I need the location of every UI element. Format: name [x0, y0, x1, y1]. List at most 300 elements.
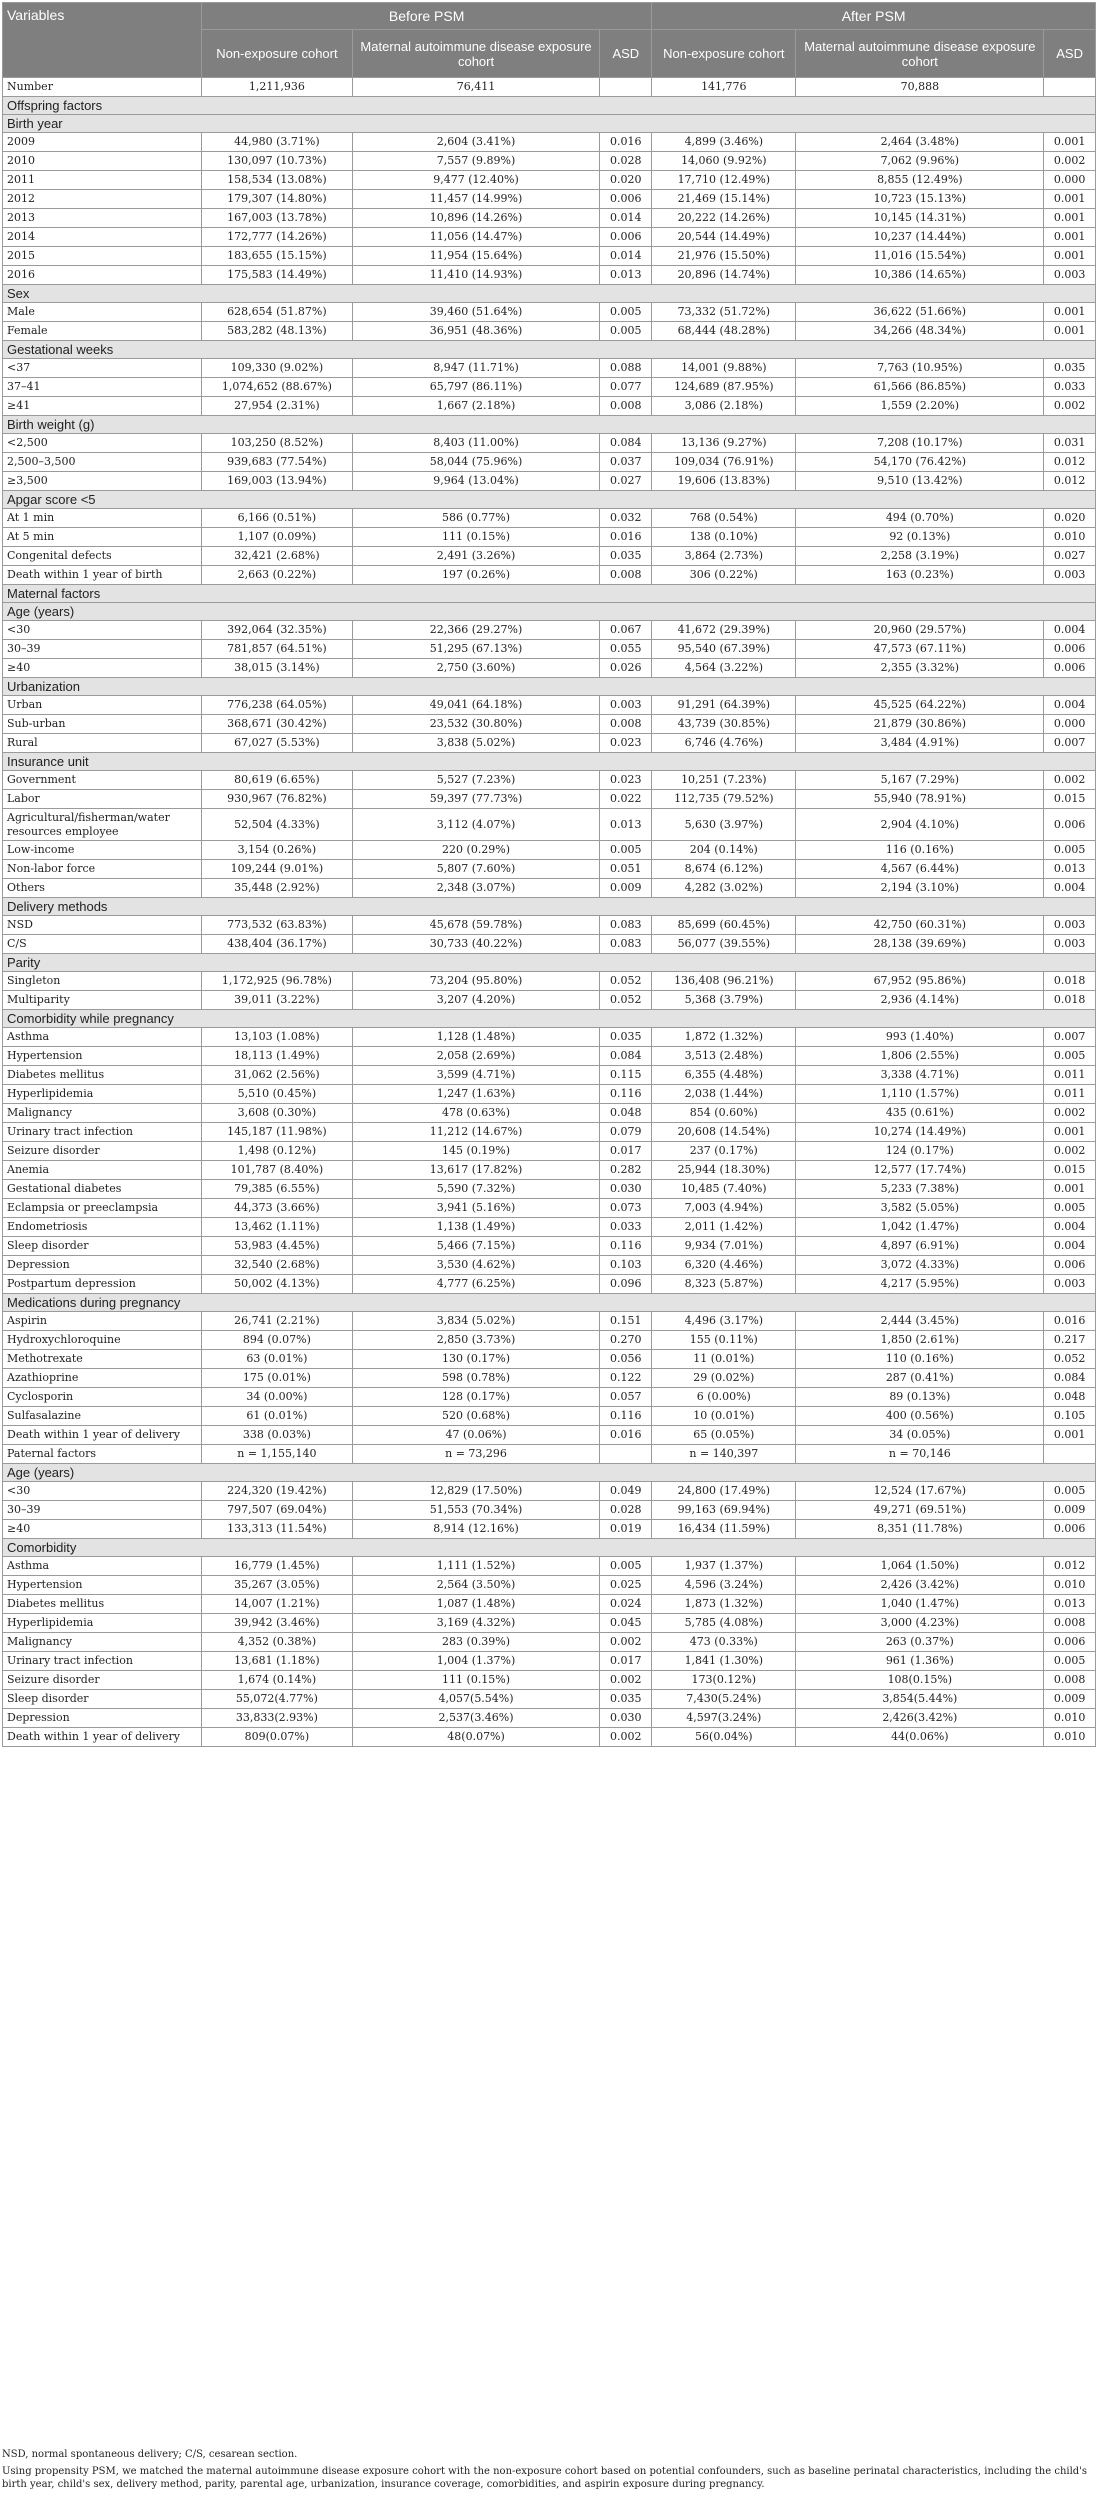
before-asd-cell: 0.083 — [600, 935, 652, 954]
table-row — [3, 879, 1096, 898]
table-row — [3, 916, 1096, 935]
before-asd-cell: 0.282 — [600, 1161, 652, 1180]
after-non-exposure-cell: 237 (0.17%) — [652, 1142, 796, 1161]
after-asd-cell: 0.006 — [1044, 659, 1096, 678]
after-asd-cell: 0.002 — [1044, 152, 1096, 171]
after-exposure-cell: 1,559 (2.20%) — [796, 397, 1044, 416]
before-exposure-cell: 65,797 (86.11%) — [352, 378, 600, 397]
table-row — [3, 1709, 1096, 1728]
table-row — [3, 1595, 1096, 1614]
before-asd-cell: 0.016 — [600, 133, 652, 152]
before-exposure-cell: 1,128 (1.48%) — [352, 1028, 600, 1047]
before-non-exposure-cell: 939,683 (77.54%) — [202, 453, 353, 472]
row-label: Female — [3, 322, 202, 341]
after-asd-cell: 0.010 — [1044, 1728, 1096, 1747]
before-exposure-cell: 10,896 (14.26%) — [352, 209, 600, 228]
before-exposure-cell: 3,941 (5.16%) — [352, 1199, 600, 1218]
before-exposure-cell: 220 (0.29%) — [352, 841, 600, 860]
before-exposure-cell: 2,564 (3.50%) — [352, 1576, 600, 1595]
table-row — [3, 303, 1096, 322]
after-exposure-cell: 70,888 — [796, 78, 1044, 97]
footnote-psm-method: Using propensity PSM, we matched the maternal autoimmune disease exposure cohort with the non-exposure cohort based on potential confounders, such as baseline perinatal characteristics, including the child's birth year, child's sex, delivery method, parity, parental age, urbanization, insurance coverage, comorbidities, and aspirin exposure during pregnancy. — [2, 2466, 1088, 2490]
before-exposure-cell: 73,204 (95.80%) — [352, 972, 600, 991]
after-exposure-cell: 400 (0.56%) — [796, 1407, 1044, 1426]
before-exposure-cell: 59,397 (77.73%) — [352, 790, 600, 809]
table-row — [3, 509, 1096, 528]
after-non-exposure-cell: 3,086 (2.18%) — [652, 397, 796, 416]
section-header-row — [3, 115, 1096, 133]
section-label: Maternal factors — [3, 585, 1096, 603]
row-label: NSD — [3, 916, 202, 935]
table-row — [3, 566, 1096, 585]
before-asd-cell: 0.115 — [600, 1066, 652, 1085]
row-label: Death within 1 year of delivery — [3, 1426, 202, 1445]
section-header-row — [3, 491, 1096, 509]
before-exposure-cell: 2,491 (3.26%) — [352, 547, 600, 566]
table-row — [3, 621, 1096, 640]
after-asd-cell: 0.048 — [1044, 1388, 1096, 1407]
after-non-exposure-cell: 4,282 (3.02%) — [652, 879, 796, 898]
before-exposure-cell: 51,295 (67.13%) — [352, 640, 600, 659]
after-exposure-cell: 124 (0.17%) — [796, 1142, 1044, 1161]
before-exposure-cell: 5,590 (7.32%) — [352, 1180, 600, 1199]
before-non-exposure-cell: 52,504 (4.33%) — [202, 809, 353, 841]
row-label: Rural — [3, 734, 202, 753]
table-row — [3, 771, 1096, 790]
before-non-exposure-cell: 175 (0.01%) — [202, 1369, 353, 1388]
after-exposure-cell: 2,426 (3.42%) — [796, 1576, 1044, 1595]
before-asd-cell: 0.051 — [600, 860, 652, 879]
after-non-exposure-cell: 1,873 (1.32%) — [652, 1595, 796, 1614]
before-exposure-cell: 3,530 (4.62%) — [352, 1256, 600, 1275]
before-asd-cell: 0.055 — [600, 640, 652, 659]
before-non-exposure-cell: 13,103 (1.08%) — [202, 1028, 353, 1047]
row-label: Hyperlipidemia — [3, 1614, 202, 1633]
before-asd-cell: 0.016 — [600, 528, 652, 547]
table-body — [3, 78, 1096, 1747]
row-label: Seizure disorder — [3, 1142, 202, 1161]
before-asd-cell: 0.005 — [600, 1557, 652, 1576]
after-asd-cell: 0.005 — [1044, 1199, 1096, 1218]
after-asd-cell: 0.001 — [1044, 133, 1096, 152]
table-row — [3, 78, 1096, 97]
before-non-exposure-cell: 894 (0.07%) — [202, 1331, 353, 1350]
row-label: Congenital defects — [3, 547, 202, 566]
table-row — [3, 935, 1096, 954]
before-non-exposure-cell: 776,238 (64.05%) — [202, 696, 353, 715]
after-exposure-cell: 3,484 (4.91%) — [796, 734, 1044, 753]
section-label: Offspring factors — [3, 97, 1096, 115]
before-exposure-cell: 48(0.07%) — [352, 1728, 600, 1747]
after-asd-cell: 0.013 — [1044, 1595, 1096, 1614]
header-before-asd: ASD — [600, 30, 652, 78]
before-non-exposure-cell: 79,385 (6.55%) — [202, 1180, 353, 1199]
section-label: Urbanization — [3, 678, 1096, 696]
after-asd-cell: 0.052 — [1044, 1350, 1096, 1369]
after-non-exposure-cell: 155 (0.11%) — [652, 1331, 796, 1350]
before-non-exposure-cell: 32,421 (2.68%) — [202, 547, 353, 566]
table-row — [3, 209, 1096, 228]
before-non-exposure-cell: 3,154 (0.26%) — [202, 841, 353, 860]
table-row — [3, 1218, 1096, 1237]
before-asd-cell: 0.008 — [600, 566, 652, 585]
header-after-exposure: Maternal autoimmune disease exposure cohort — [796, 30, 1044, 78]
after-exposure-cell: 12,577 (17.74%) — [796, 1161, 1044, 1180]
after-asd-cell: 0.009 — [1044, 1690, 1096, 1709]
before-exposure-cell: 36,951 (48.36%) — [352, 322, 600, 341]
before-asd-cell: 0.116 — [600, 1237, 652, 1256]
row-label: Malignancy — [3, 1633, 202, 1652]
after-non-exposure-cell: 68,444 (48.28%) — [652, 322, 796, 341]
after-asd-cell: 0.003 — [1044, 1275, 1096, 1294]
after-non-exposure-cell: 1,937 (1.37%) — [652, 1557, 796, 1576]
row-label: 2013 — [3, 209, 202, 228]
after-non-exposure-cell: 91,291 (64.39%) — [652, 696, 796, 715]
section-header-row — [3, 603, 1096, 621]
before-exposure-cell: 111 (0.15%) — [352, 528, 600, 547]
after-exposure-cell: 3,000 (4.23%) — [796, 1614, 1044, 1633]
row-label: ≥40 — [3, 1520, 202, 1539]
after-exposure-cell: n = 70,146 — [796, 1445, 1044, 1464]
before-exposure-cell: 1,004 (1.37%) — [352, 1652, 600, 1671]
before-asd-cell: 0.116 — [600, 1407, 652, 1426]
table-row — [3, 322, 1096, 341]
before-non-exposure-cell: 583,282 (48.13%) — [202, 322, 353, 341]
before-asd-cell: 0.084 — [600, 1047, 652, 1066]
table-row — [3, 547, 1096, 566]
after-non-exposure-cell: 9,934 (7.01%) — [652, 1237, 796, 1256]
row-label: Multiparity — [3, 991, 202, 1010]
after-non-exposure-cell: 2,011 (1.42%) — [652, 1218, 796, 1237]
table-row — [3, 1728, 1096, 1747]
after-non-exposure-cell: 5,368 (3.79%) — [652, 991, 796, 1010]
before-non-exposure-cell: 167,003 (13.78%) — [202, 209, 353, 228]
section-label: Insurance unit — [3, 753, 1096, 771]
row-label: Government — [3, 771, 202, 790]
after-asd-cell: 0.004 — [1044, 1218, 1096, 1237]
before-non-exposure-cell: 53,983 (4.45%) — [202, 1237, 353, 1256]
table-row — [3, 190, 1096, 209]
row-label: 2015 — [3, 247, 202, 266]
after-asd-cell: 0.031 — [1044, 434, 1096, 453]
section-header-row — [3, 1294, 1096, 1312]
before-asd-cell: 0.049 — [600, 1482, 652, 1501]
row-label: Malignancy — [3, 1104, 202, 1123]
before-exposure-cell: 47 (0.06%) — [352, 1426, 600, 1445]
table-container — [2, 2, 1096, 1747]
after-non-exposure-cell: 41,672 (29.39%) — [652, 621, 796, 640]
table-row — [3, 133, 1096, 152]
before-exposure-cell: 9,477 (12.40%) — [352, 171, 600, 190]
after-non-exposure-cell: 56,077 (39.55%) — [652, 935, 796, 954]
after-non-exposure-cell: 20,608 (14.54%) — [652, 1123, 796, 1142]
after-exposure-cell: 10,237 (14.44%) — [796, 228, 1044, 247]
before-asd-cell: 0.035 — [600, 547, 652, 566]
before-exposure-cell: 3,207 (4.20%) — [352, 991, 600, 1010]
after-asd-cell: 0.010 — [1044, 1576, 1096, 1595]
after-asd-cell: 0.011 — [1044, 1085, 1096, 1104]
before-asd-cell: 0.024 — [600, 1595, 652, 1614]
after-non-exposure-cell: 473 (0.33%) — [652, 1633, 796, 1652]
section-label: Gestational weeks — [3, 341, 1096, 359]
after-asd-cell: 0.002 — [1044, 397, 1096, 416]
after-non-exposure-cell: 3,864 (2.73%) — [652, 547, 796, 566]
after-non-exposure-cell: 3,513 (2.48%) — [652, 1047, 796, 1066]
section-header-row — [3, 1539, 1096, 1557]
before-exposure-cell: 5,527 (7.23%) — [352, 771, 600, 790]
before-asd-cell: 0.035 — [600, 1690, 652, 1709]
table-row — [3, 1312, 1096, 1331]
section-header-row — [3, 585, 1096, 603]
after-non-exposure-cell: 10,485 (7.40%) — [652, 1180, 796, 1199]
before-exposure-cell: 1,087 (1.48%) — [352, 1595, 600, 1614]
before-exposure-cell: 111 (0.15%) — [352, 1671, 600, 1690]
before-exposure-cell: 1,111 (1.52%) — [352, 1557, 600, 1576]
after-asd-cell: 0.000 — [1044, 171, 1096, 190]
after-exposure-cell: 5,167 (7.29%) — [796, 771, 1044, 790]
before-asd-cell: 0.005 — [600, 322, 652, 341]
after-asd-cell: 0.084 — [1044, 1369, 1096, 1388]
section-label: Age (years) — [3, 603, 1096, 621]
after-asd-cell: 0.005 — [1044, 841, 1096, 860]
before-non-exposure-cell: 13,462 (1.11%) — [202, 1218, 353, 1237]
table-row — [3, 1614, 1096, 1633]
after-non-exposure-cell: 2,038 (1.44%) — [652, 1085, 796, 1104]
after-exposure-cell: 110 (0.16%) — [796, 1350, 1044, 1369]
before-non-exposure-cell: 781,857 (64.51%) — [202, 640, 353, 659]
after-non-exposure-cell: 6,746 (4.76%) — [652, 734, 796, 753]
section-header-row — [3, 954, 1096, 972]
before-non-exposure-cell: 63 (0.01%) — [202, 1350, 353, 1369]
before-non-exposure-cell: 1,172,925 (96.78%) — [202, 972, 353, 991]
after-non-exposure-cell: 7,003 (4.94%) — [652, 1199, 796, 1218]
before-non-exposure-cell: 61 (0.01%) — [202, 1407, 353, 1426]
section-label: Medications during pregnancy — [3, 1294, 1096, 1312]
after-non-exposure-cell: 6,320 (4.46%) — [652, 1256, 796, 1275]
after-non-exposure-cell: 16,434 (11.59%) — [652, 1520, 796, 1539]
after-exposure-cell: 42,750 (60.31%) — [796, 916, 1044, 935]
table-row — [3, 472, 1096, 491]
after-asd-cell: 0.027 — [1044, 547, 1096, 566]
row-label: <2,500 — [3, 434, 202, 453]
table-row — [3, 171, 1096, 190]
before-non-exposure-cell: 39,011 (3.22%) — [202, 991, 353, 1010]
before-exposure-cell: 58,044 (75.96%) — [352, 453, 600, 472]
table-row — [3, 640, 1096, 659]
after-asd-cell: 0.001 — [1044, 1426, 1096, 1445]
before-exposure-cell: 11,954 (15.64%) — [352, 247, 600, 266]
table-row — [3, 434, 1096, 453]
before-exposure-cell: 23,532 (30.80%) — [352, 715, 600, 734]
before-asd-cell: 0.056 — [600, 1350, 652, 1369]
before-non-exposure-cell: 224,320 (19.42%) — [202, 1482, 353, 1501]
before-asd-cell: 0.096 — [600, 1275, 652, 1294]
before-asd-cell: 0.020 — [600, 171, 652, 190]
after-exposure-cell: 10,723 (15.13%) — [796, 190, 1044, 209]
after-exposure-cell: 2,464 (3.48%) — [796, 133, 1044, 152]
before-asd-cell: 0.270 — [600, 1331, 652, 1350]
section-label: Comorbidity while pregnancy — [3, 1010, 1096, 1028]
after-non-exposure-cell: 112,735 (79.52%) — [652, 790, 796, 809]
before-non-exposure-cell: 809(0.07%) — [202, 1728, 353, 1747]
after-exposure-cell: 108(0.15%) — [796, 1671, 1044, 1690]
before-non-exposure-cell: 44,980 (3.71%) — [202, 133, 353, 152]
row-label: Hypertension — [3, 1047, 202, 1066]
before-non-exposure-cell: 6,166 (0.51%) — [202, 509, 353, 528]
row-label: Urinary tract infection — [3, 1123, 202, 1142]
before-non-exposure-cell: 1,211,936 — [202, 78, 353, 97]
after-exposure-cell: 1,806 (2.55%) — [796, 1047, 1044, 1066]
row-label: <30 — [3, 621, 202, 640]
before-non-exposure-cell: 628,654 (51.87%) — [202, 303, 353, 322]
row-label: ≥41 — [3, 397, 202, 416]
before-exposure-cell: 2,058 (2.69%) — [352, 1047, 600, 1066]
before-asd-cell: 0.028 — [600, 152, 652, 171]
after-asd-cell: 0.006 — [1044, 1633, 1096, 1652]
table-row — [3, 1652, 1096, 1671]
after-exposure-cell: 20,960 (29.57%) — [796, 621, 1044, 640]
after-asd-cell: 0.013 — [1044, 860, 1096, 879]
table-row — [3, 972, 1096, 991]
row-label: ≥3,500 — [3, 472, 202, 491]
before-exposure-cell: 49,041 (64.18%) — [352, 696, 600, 715]
after-exposure-cell: 49,271 (69.51%) — [796, 1501, 1044, 1520]
after-asd-cell: 0.012 — [1044, 1557, 1096, 1576]
table-row — [3, 1180, 1096, 1199]
before-asd-cell: 0.052 — [600, 972, 652, 991]
table-row — [3, 1445, 1096, 1464]
after-exposure-cell: 12,524 (17.67%) — [796, 1482, 1044, 1501]
before-asd-cell: 0.026 — [600, 659, 652, 678]
before-asd-cell: 0.122 — [600, 1369, 652, 1388]
before-asd-cell: 0.057 — [600, 1388, 652, 1407]
before-asd-cell — [600, 78, 652, 97]
after-exposure-cell: 89 (0.13%) — [796, 1388, 1044, 1407]
row-label: Eclampsia or preeclampsia — [3, 1199, 202, 1218]
before-asd-cell: 0.027 — [600, 472, 652, 491]
row-label: 2010 — [3, 152, 202, 171]
after-asd-cell: 0.012 — [1044, 453, 1096, 472]
before-non-exposure-cell: 44,373 (3.66%) — [202, 1199, 353, 1218]
after-asd-cell: 0.018 — [1044, 991, 1096, 1010]
table-row — [3, 1407, 1096, 1426]
before-exposure-cell: 1,667 (2.18%) — [352, 397, 600, 416]
after-exposure-cell: 2,904 (4.10%) — [796, 809, 1044, 841]
before-non-exposure-cell: 109,330 (9.02%) — [202, 359, 353, 378]
after-exposure-cell: 1,042 (1.47%) — [796, 1218, 1044, 1237]
after-exposure-cell: 21,879 (30.86%) — [796, 715, 1044, 734]
before-exposure-cell: 4,057(5.54%) — [352, 1690, 600, 1709]
baseline-characteristics-table — [2, 2, 1096, 1747]
before-non-exposure-cell: 18,113 (1.49%) — [202, 1047, 353, 1066]
row-label: Hyperlipidemia — [3, 1085, 202, 1104]
before-asd-cell: 0.079 — [600, 1123, 652, 1142]
after-non-exposure-cell: 7,430(5.24%) — [652, 1690, 796, 1709]
table-row — [3, 266, 1096, 285]
after-non-exposure-cell: 14,001 (9.88%) — [652, 359, 796, 378]
after-non-exposure-cell: 99,163 (69.94%) — [652, 1501, 796, 1520]
before-exposure-cell: 39,460 (51.64%) — [352, 303, 600, 322]
before-asd-cell: 0.028 — [600, 1501, 652, 1520]
after-exposure-cell: 2,444 (3.45%) — [796, 1312, 1044, 1331]
before-exposure-cell: 2,348 (3.07%) — [352, 879, 600, 898]
before-asd-cell: 0.084 — [600, 434, 652, 453]
row-label: Sub-urban — [3, 715, 202, 734]
after-exposure-cell: 10,145 (14.31%) — [796, 209, 1044, 228]
row-label: Agricultural/fisherman/water resources employee — [3, 809, 202, 841]
table-row — [3, 1066, 1096, 1085]
row-label: Diabetes mellitus — [3, 1066, 202, 1085]
before-asd-cell: 0.032 — [600, 509, 652, 528]
after-exposure-cell: 494 (0.70%) — [796, 509, 1044, 528]
after-exposure-cell: 4,897 (6.91%) — [796, 1237, 1044, 1256]
before-exposure-cell: 3,169 (4.32%) — [352, 1614, 600, 1633]
row-label: Sulfasalazine — [3, 1407, 202, 1426]
after-non-exposure-cell: 1,872 (1.32%) — [652, 1028, 796, 1047]
before-non-exposure-cell: 50,002 (4.13%) — [202, 1275, 353, 1294]
table-row — [3, 397, 1096, 416]
before-non-exposure-cell: 80,619 (6.65%) — [202, 771, 353, 790]
before-asd-cell: 0.016 — [600, 1426, 652, 1445]
table-row — [3, 715, 1096, 734]
after-non-exposure-cell: 20,544 (14.49%) — [652, 228, 796, 247]
table-row — [3, 1085, 1096, 1104]
after-exposure-cell: 1,064 (1.50%) — [796, 1557, 1044, 1576]
table-row — [3, 809, 1096, 841]
section-header-row — [3, 416, 1096, 434]
before-asd-cell: 0.006 — [600, 190, 652, 209]
before-asd-cell: 0.083 — [600, 916, 652, 935]
before-asd-cell: 0.023 — [600, 771, 652, 790]
table-row — [3, 696, 1096, 715]
before-non-exposure-cell: 5,510 (0.45%) — [202, 1085, 353, 1104]
row-label: Labor — [3, 790, 202, 809]
table-row — [3, 378, 1096, 397]
header-before-exposure: Maternal autoimmune disease exposure cohort — [352, 30, 600, 78]
row-label: Sleep disorder — [3, 1690, 202, 1709]
after-non-exposure-cell: 95,540 (67.39%) — [652, 640, 796, 659]
before-non-exposure-cell: 33,833(2.93%) — [202, 1709, 353, 1728]
after-exposure-cell: 2,258 (3.19%) — [796, 547, 1044, 566]
before-asd-cell: 0.002 — [600, 1633, 652, 1652]
row-label: 37–41 — [3, 378, 202, 397]
before-exposure-cell: 2,604 (3.41%) — [352, 133, 600, 152]
row-label: Depression — [3, 1256, 202, 1275]
before-asd-cell: 0.048 — [600, 1104, 652, 1123]
after-non-exposure-cell: 29 (0.02%) — [652, 1369, 796, 1388]
row-label: Death within 1 year of birth — [3, 566, 202, 585]
after-asd-cell: 0.001 — [1044, 209, 1096, 228]
table-row — [3, 1161, 1096, 1180]
after-exposure-cell: 1,110 (1.57%) — [796, 1085, 1044, 1104]
before-asd-cell: 0.002 — [600, 1728, 652, 1747]
after-asd-cell: 0.000 — [1044, 715, 1096, 734]
row-label: Number — [3, 78, 202, 97]
before-non-exposure-cell: n = 1,155,140 — [202, 1445, 353, 1464]
after-asd-cell: 0.006 — [1044, 640, 1096, 659]
before-asd-cell: 0.037 — [600, 453, 652, 472]
row-label: Paternal factors — [3, 1445, 202, 1464]
after-exposure-cell: 92 (0.13%) — [796, 528, 1044, 547]
table-row — [3, 1199, 1096, 1218]
after-exposure-cell: 55,940 (78.91%) — [796, 790, 1044, 809]
row-label: Urinary tract infection — [3, 1652, 202, 1671]
after-asd-cell: 0.001 — [1044, 247, 1096, 266]
before-exposure-cell: 12,829 (17.50%) — [352, 1482, 600, 1501]
after-non-exposure-cell: 17,710 (12.49%) — [652, 171, 796, 190]
table-row — [3, 1256, 1096, 1275]
row-label: Sleep disorder — [3, 1237, 202, 1256]
